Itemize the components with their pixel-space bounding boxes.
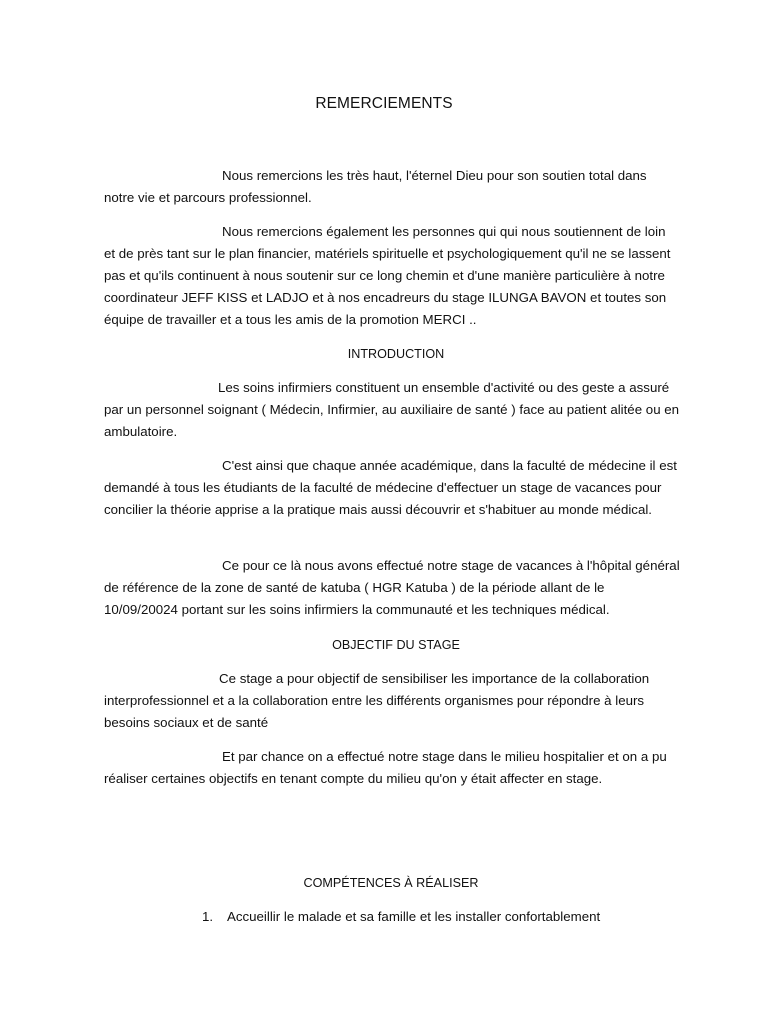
document-title: REMERCIEMENTS (315, 95, 453, 112)
list-item-number: 1. (202, 909, 214, 924)
competence-list-item (202, 906, 682, 928)
introduction-paragraph-1: Les soins infirmiers constituent un ensemble d'activité ou des geste a assuré par un personnel soignant ( Médecin, Infirmier, au auxiliaire de santé ) face au patient alitée ou en ambulatoire. (104, 380, 680, 439)
remerciements-paragraph-2: Nous remercions également les personnes qui qui nous soutiennent de loin et de près tant sur le plan financier, matériels spirituelle et psychologiquement qu'il ne se lassent pas et qu'ils continuent à nous soutenir sur ce long chemin et d'une manière particulière à notre coordinateur JEFF KISS et LADJO et à nos encadreurs du stage ILUNGA BAVON et toutes son équipe de travailler et a tous les amis de la promotion MERCI .. (104, 224, 671, 327)
introduction-heading: INTRODUCTION (347, 347, 445, 361)
objectif-heading: OBJECTIF DU STAGE (332, 638, 460, 652)
competences-heading: COMPÉTENCES À RÉALISER (303, 876, 479, 890)
introduction-paragraph-3: Ce pour ce là nous avons effectué notre stage de vacances à l'hôpital général de référence de la zone de santé de katuba ( HGR Katuba ) de la période allant de le 10/09/20024 portant sur les soins infirmiers la communauté et les techniques médical. (104, 558, 680, 617)
objectif-paragraph-1: Ce stage a pour objectif de sensibiliser les importance de la collaboration interprofessionnel et a la collaboration entre les différents organismes pour répondre à leurs besoins sociaux et de santé (104, 671, 650, 730)
objectif-paragraph-2: Et par chance on a effectué notre stage dans le milieu hospitalier et on a pu réaliser certaines objectifs en tenant compte du milieu qu'on y était affecter en stage. (104, 749, 667, 786)
list-item-text: Accueillir le malade et sa famille et les installer confortablement (226, 909, 601, 924)
introduction-paragraph-2: C'est ainsi que chaque année académique, dans la faculté de médecine il est demandé à tous les étudiants de la faculté de médecine d'effectuer un stage de vacances pour concilier la théorie apprise a la pratique mais aussi découvrir et s'habituer au monde médical. (104, 458, 677, 517)
remerciements-paragraph-1: Nous remercions les très haut, l'éternel Dieu pour son soutien total dans notre vie et parcours professionnel. (104, 168, 647, 205)
